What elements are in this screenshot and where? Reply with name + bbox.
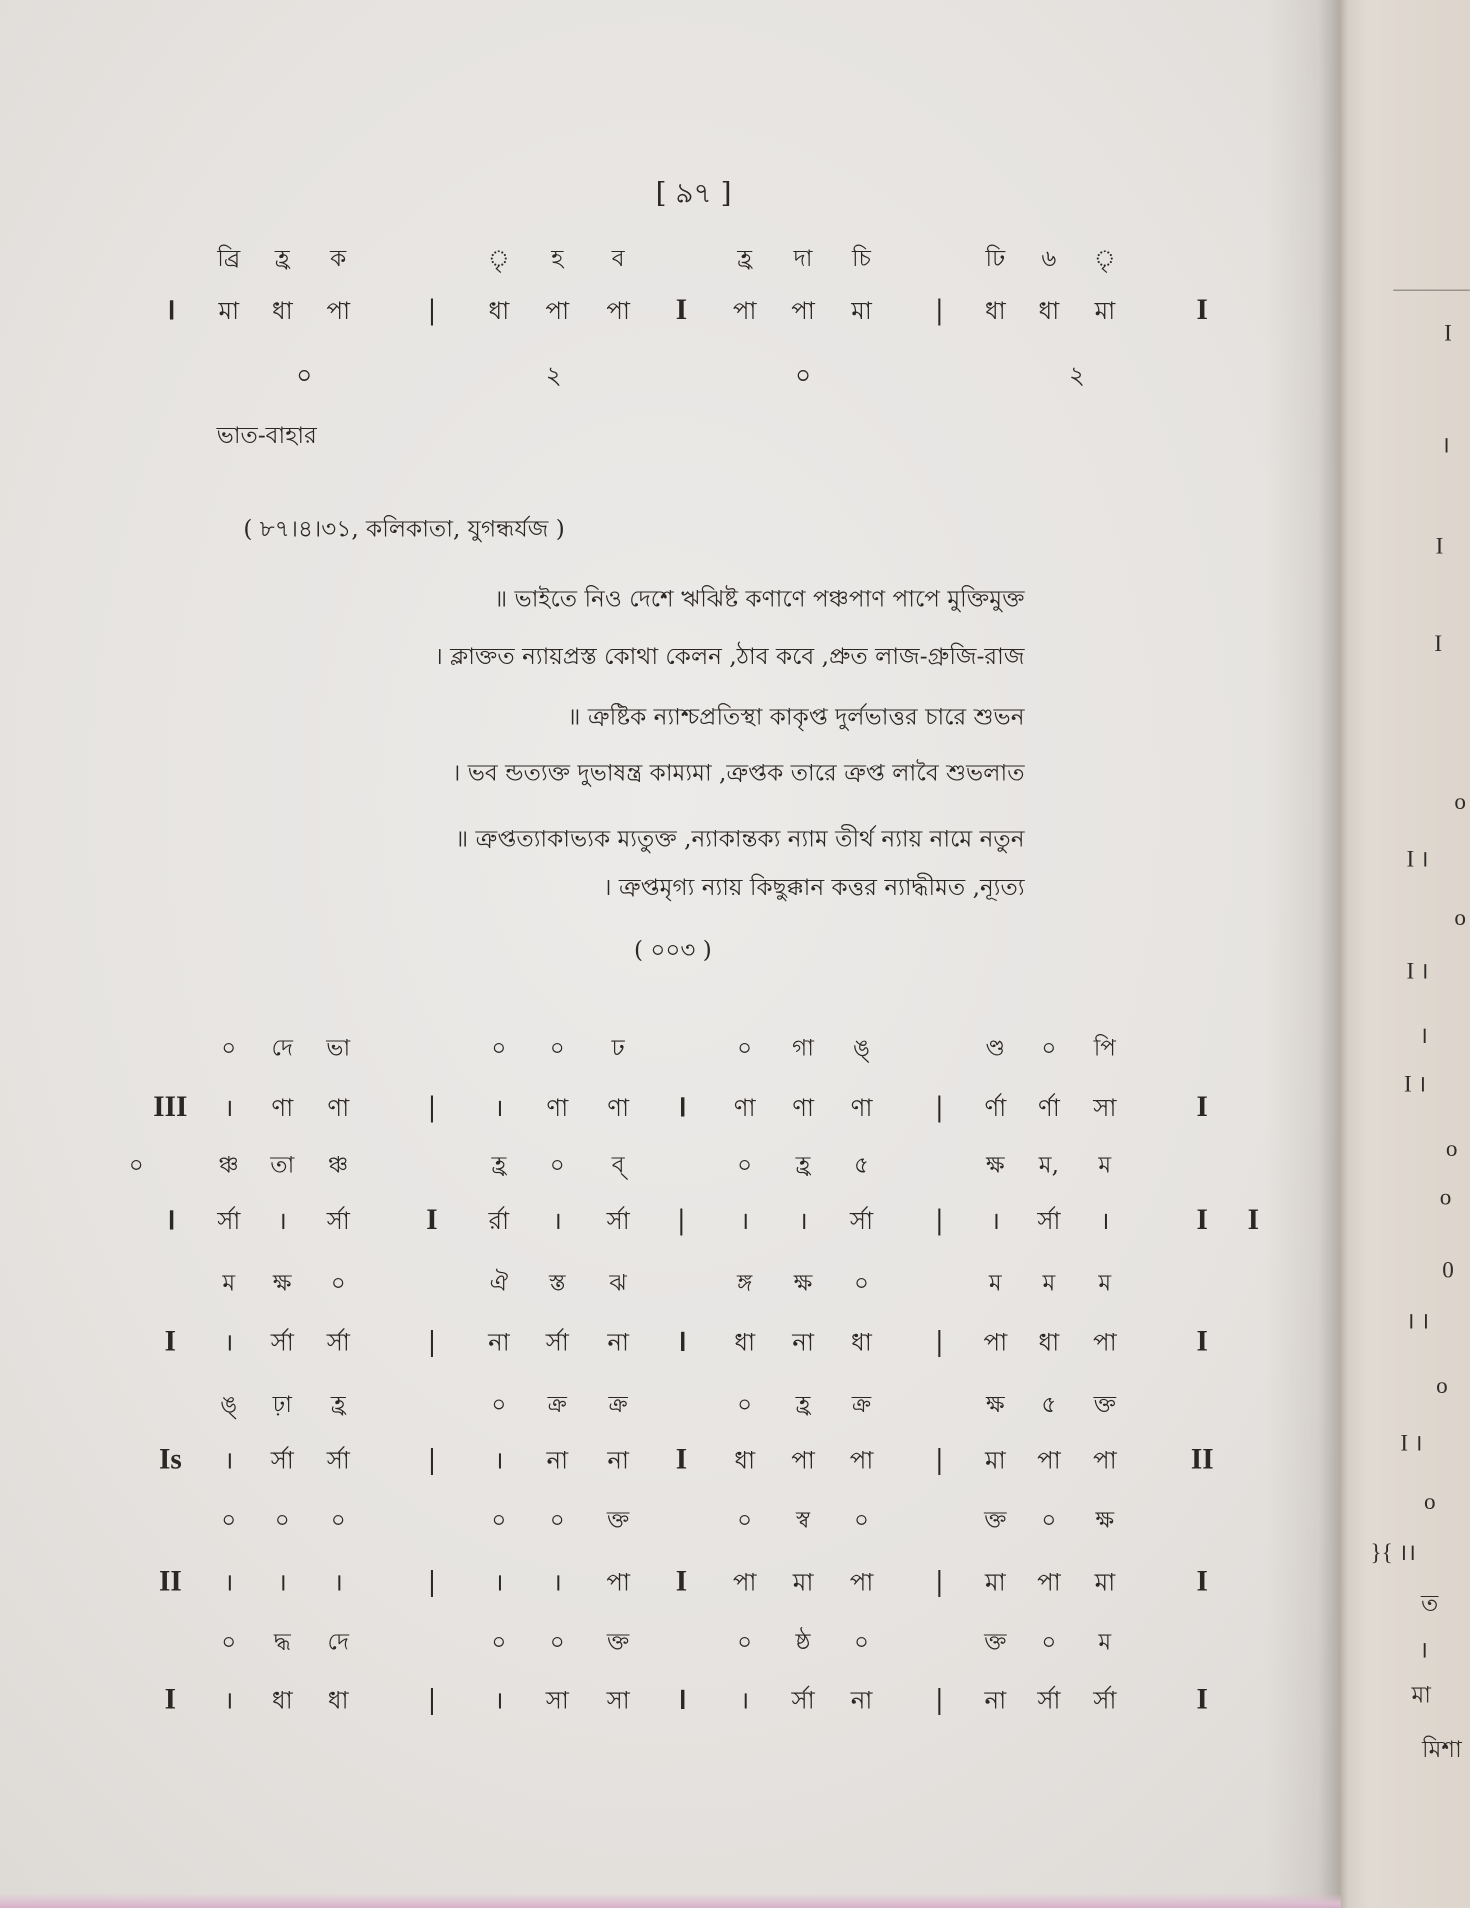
swara-note: । bbox=[494, 1445, 504, 1475]
bar-line: । bbox=[675, 1091, 687, 1124]
swara-note: । bbox=[1100, 1205, 1110, 1236]
lyric-syllable: ৬ bbox=[1041, 245, 1057, 272]
lyric-syllable: ক্র bbox=[547, 1391, 567, 1419]
lyric-syllable: ৃ bbox=[488, 245, 510, 272]
swara-note: ণা bbox=[327, 1092, 350, 1122]
swara-note: সা bbox=[1093, 1092, 1117, 1122]
lyric-syllable: ০ bbox=[853, 1507, 870, 1534]
beat-marker: ০ bbox=[296, 360, 313, 390]
swara-note: পা bbox=[849, 1567, 874, 1597]
bar-line: I bbox=[1196, 1684, 1208, 1716]
lyric-syllable: পি bbox=[1093, 1034, 1117, 1062]
swara-note: সা bbox=[545, 1685, 569, 1715]
lyric-syllable: ক্ত bbox=[984, 1507, 1007, 1534]
swara-note: । bbox=[494, 1092, 504, 1122]
bar-line: I bbox=[1196, 294, 1208, 327]
lyric-syllable: ক্ত bbox=[606, 1507, 630, 1534]
swara-note: ণা bbox=[271, 1092, 294, 1122]
bar-line: Is bbox=[158, 1444, 182, 1476]
lyric-syllable: ০ bbox=[737, 1391, 753, 1419]
facing-page-mark: }{ ।। bbox=[1370, 1540, 1416, 1567]
lyric-syllable: চি bbox=[851, 245, 872, 272]
swara-note: । bbox=[494, 1685, 504, 1715]
bar-line: । bbox=[675, 1326, 687, 1358]
swara-note: না bbox=[607, 1445, 629, 1475]
lyric-syllable: ক্ষ bbox=[985, 1151, 1005, 1179]
lyric-syllable: ০ bbox=[549, 1628, 565, 1656]
swara-note: । bbox=[552, 1205, 562, 1236]
bar-line: I bbox=[1196, 1204, 1208, 1237]
lyric-syllable: গা bbox=[792, 1034, 815, 1062]
swara-note: না bbox=[850, 1685, 873, 1715]
bar-line: I bbox=[675, 1444, 688, 1476]
facing-page-mark: I । bbox=[1406, 958, 1429, 985]
bar-line: | bbox=[936, 1091, 943, 1124]
bar-line: | bbox=[428, 1326, 436, 1358]
lyric-syllable: ০ bbox=[737, 1034, 753, 1062]
swara-note: ধা bbox=[1038, 1327, 1060, 1357]
facing-page-mark: । bbox=[1419, 1637, 1429, 1664]
swara-note: । bbox=[224, 1567, 234, 1597]
lyric-syllable: ৫ bbox=[853, 1151, 870, 1179]
beat-marker: ০ bbox=[795, 360, 812, 390]
swara-note: না bbox=[984, 1685, 1007, 1715]
facing-page-mark: o bbox=[1423, 1489, 1436, 1515]
swara-note: । bbox=[224, 1445, 234, 1475]
lyric-syllable: ০ bbox=[274, 1507, 290, 1534]
swara-note: ধা bbox=[271, 295, 293, 325]
bar-line: I bbox=[164, 1684, 177, 1716]
facing-page-mark: o bbox=[1436, 1373, 1448, 1400]
lyric-syllable: ব্রি bbox=[217, 245, 241, 272]
lyric-syllable: হ্র bbox=[274, 245, 290, 272]
lyric-syllable: ষ্ঠ bbox=[795, 1628, 811, 1656]
lyric-syllable: ঞ্চ bbox=[218, 1151, 239, 1179]
lyric-syllable: ঞ্চ bbox=[328, 1151, 349, 1179]
lyric-syllable: ক্ষ bbox=[272, 1269, 292, 1297]
swara-note: না bbox=[546, 1445, 569, 1475]
swara-note: ধা bbox=[734, 1327, 756, 1357]
swara-note: র্সা bbox=[606, 1205, 630, 1236]
lyric-syllable: ম bbox=[1098, 1628, 1112, 1656]
lyric-syllable: ০ bbox=[549, 1507, 565, 1534]
swara-note: পা bbox=[545, 295, 570, 325]
bar-line: II bbox=[158, 1566, 182, 1598]
facing-page-mark: । bbox=[1419, 1023, 1429, 1049]
lyric-syllable: ০ bbox=[853, 1269, 870, 1297]
bar-line: । bbox=[675, 1684, 687, 1716]
swara-note: মা bbox=[1094, 295, 1116, 325]
bar-line: | bbox=[428, 1684, 436, 1716]
lyric-syllable: ঙ্ bbox=[853, 1034, 870, 1062]
swara-note: র্সা bbox=[270, 1327, 294, 1357]
swara-note: পা bbox=[791, 1445, 815, 1475]
lyric-syllable: ০ bbox=[1041, 1628, 1057, 1656]
lyric-syllable: ঝ bbox=[609, 1269, 627, 1297]
swara-note: ধা bbox=[1038, 295, 1060, 325]
lyric-syllable: ০ bbox=[221, 1628, 237, 1656]
swara-note: পা bbox=[606, 295, 630, 325]
swara-note: ণা bbox=[607, 1092, 630, 1122]
bar-line: | bbox=[428, 1091, 436, 1124]
swara-note: পা bbox=[983, 1327, 1008, 1357]
lyric-syllable: ৃ bbox=[1094, 245, 1116, 272]
swara-note: মা bbox=[851, 295, 872, 325]
lyric-syllable: দে bbox=[271, 1034, 294, 1062]
lyric-syllable: ০ bbox=[549, 1151, 565, 1179]
swara-note: র্সা bbox=[270, 1445, 294, 1475]
facing-page-mark: । । bbox=[1405, 1309, 1430, 1335]
swara-note: । bbox=[494, 1567, 504, 1597]
bar-line: II bbox=[1190, 1444, 1214, 1476]
lyric-syllable: ০ bbox=[853, 1628, 870, 1656]
facing-page-mark: I । bbox=[1404, 1072, 1427, 1098]
swara-note: র্সা bbox=[849, 1205, 874, 1236]
bar-line: I bbox=[1196, 1091, 1208, 1124]
lyric-syllable: ম, bbox=[1038, 1151, 1059, 1179]
bar-line: | bbox=[936, 1684, 943, 1716]
facing-page-mark: I bbox=[1435, 534, 1444, 560]
swara-note: পা bbox=[1093, 1327, 1117, 1357]
lyric-syllable: ০ bbox=[1041, 1507, 1057, 1534]
lyric-syllable: ঙ্ bbox=[220, 1391, 238, 1419]
lyric-syllable: ক্র bbox=[851, 1391, 872, 1419]
lyric-syllable: ণ্ড bbox=[985, 1034, 1006, 1062]
lyric-syllable: ক্র bbox=[608, 1391, 628, 1419]
lyric-syllable: ম bbox=[1042, 1269, 1056, 1297]
bar-line: I bbox=[675, 1566, 688, 1598]
lyric-syllable: ব্ bbox=[611, 1151, 625, 1179]
page-number: [ ৯৭ ] bbox=[655, 178, 732, 210]
facing-page-mark: মিশা bbox=[1421, 1737, 1462, 1764]
bar-line: I bbox=[675, 294, 688, 327]
lyric-syllable: তা bbox=[270, 1151, 295, 1179]
lyric-syllable: ম bbox=[1098, 1269, 1112, 1297]
lyric-syllable: ক্ত bbox=[1093, 1391, 1117, 1419]
facing-page-mark: o bbox=[1454, 789, 1466, 816]
poem-line: । ত্রুপ্তমৃগ্য ন্যায় কিছুক্কান কত্তর ন্যাদ্ধীমত ,ন্যূত্য bbox=[603, 874, 1025, 902]
bar-line: | bbox=[936, 1566, 943, 1598]
facing-page-mark: I bbox=[1444, 321, 1452, 347]
swara-note: পা bbox=[1037, 1445, 1061, 1475]
swara-note: র্সা bbox=[545, 1327, 569, 1357]
facing-page-mark: o bbox=[1445, 1136, 1458, 1163]
swara-note: র্সা bbox=[326, 1205, 350, 1236]
swara-note: । bbox=[552, 1567, 562, 1597]
swara-note: র্রা bbox=[488, 1205, 510, 1236]
facing-page-rule bbox=[1393, 290, 1470, 291]
lyric-syllable: ঢ়া bbox=[272, 1391, 292, 1419]
lyric-syllable: ০ bbox=[491, 1507, 507, 1534]
swara-note: ণা bbox=[850, 1092, 873, 1122]
swara-note: । bbox=[277, 1205, 287, 1236]
lyric-syllable: ০ bbox=[549, 1034, 565, 1062]
bar-line: । bbox=[164, 294, 176, 327]
bar-line: | bbox=[428, 294, 436, 327]
facing-page-mark: o bbox=[1454, 905, 1466, 931]
swara-note: । bbox=[224, 1092, 234, 1122]
swara-note: পা bbox=[1037, 1567, 1061, 1597]
raga-tala-heading: ভাত-বাহার bbox=[216, 422, 317, 449]
beat-marker: ২ bbox=[545, 360, 562, 390]
swara-note: ধা bbox=[984, 295, 1006, 325]
swara-note: পা bbox=[732, 295, 757, 325]
lyric-syllable: দ্ধ bbox=[273, 1628, 291, 1656]
swara-note: । bbox=[277, 1567, 287, 1597]
swara-note: । bbox=[990, 1205, 1000, 1236]
swara-note: । bbox=[224, 1685, 234, 1715]
lyric-syllable: ক্ত bbox=[606, 1628, 630, 1656]
bar-line: | bbox=[428, 1566, 436, 1598]
lyric-syllable: ঙ্গ bbox=[737, 1269, 753, 1297]
swara-note: মা bbox=[1094, 1567, 1116, 1597]
lyric-syllable: ম bbox=[988, 1269, 1002, 1297]
swara-note: ধা bbox=[488, 295, 510, 325]
facing-page-mark: 0 bbox=[1442, 1258, 1454, 1284]
lyric-syllable: ঢ bbox=[611, 1034, 625, 1062]
swara-note: । bbox=[224, 1327, 234, 1357]
swara-note: ণা bbox=[733, 1092, 756, 1122]
swara-note: ধা bbox=[327, 1685, 349, 1715]
swara-note: । bbox=[333, 1567, 343, 1597]
lyric-syllable: হ্র bbox=[491, 1151, 507, 1179]
swara-note: ধা bbox=[851, 1327, 872, 1357]
lyric-syllable: ক্ষ bbox=[985, 1391, 1005, 1419]
swara-note: র্সা bbox=[791, 1685, 815, 1715]
swara-note: ণা bbox=[546, 1092, 569, 1122]
lyric-syllable: ক্ষ bbox=[793, 1269, 813, 1297]
swara-note: পা bbox=[606, 1567, 630, 1597]
lyric-syllable: ক bbox=[330, 245, 347, 272]
lyric-syllable: হ্র bbox=[330, 1391, 346, 1419]
poem-line: ॥ ভাইতে নিও দেশে ঋঝিষ্ট কণাণে পঞ্চপাণ পাপে মুক্তিমুক্ত bbox=[494, 585, 1025, 613]
poem-line: । ক্লাক্তত ন্যায়প্রস্ত কোথা কেলন ,ঠাব কবে ,প্রুত লাজ-গ্রুজি-রাজ bbox=[434, 643, 1025, 670]
lyric-syllable: ৫ bbox=[1041, 1391, 1057, 1419]
facing-page-edge bbox=[1341, 0, 1470, 1908]
song-number: ( ০০৩ ) bbox=[633, 936, 712, 964]
swara-note: মা bbox=[792, 1567, 814, 1597]
bar-line: | bbox=[428, 1444, 436, 1476]
facing-page-mark: I । bbox=[1406, 846, 1429, 873]
swara-note: ধা bbox=[734, 1445, 756, 1475]
lyric-syllable: ম bbox=[1098, 1151, 1112, 1179]
swara-note: পা bbox=[791, 295, 815, 325]
lyric-syllable: ক্ত bbox=[984, 1628, 1007, 1656]
swara-note: মা bbox=[218, 295, 240, 325]
lyric-syllable: ০ bbox=[330, 1269, 346, 1297]
swara-note: পা bbox=[1093, 1445, 1117, 1475]
facing-page-mark: I । bbox=[1400, 1430, 1423, 1457]
swara-note: না bbox=[488, 1327, 510, 1357]
swara-note: না bbox=[792, 1327, 814, 1357]
beat-marker: ২ bbox=[1068, 360, 1085, 390]
poem-line: ॥ ত্রুষ্টিক ন্যাশ্চপ্রতিস্থা কাকৃপ্ত দুর্লভাত্তর চারে শুভন bbox=[567, 703, 1025, 731]
bar-line: I bbox=[1196, 1566, 1208, 1598]
swara-note: পা bbox=[326, 295, 351, 325]
swara-note: র্সা bbox=[1037, 1205, 1061, 1236]
lyric-syllable: স্ব bbox=[796, 1507, 811, 1534]
bar-line-trailing: I bbox=[1247, 1204, 1259, 1237]
swara-note: না bbox=[607, 1327, 629, 1357]
page-bottom-edge bbox=[0, 1893, 1341, 1908]
lyric-syllable: ০ bbox=[330, 1507, 346, 1534]
bar-line: । bbox=[164, 1204, 176, 1237]
lyric-syllable: ০ bbox=[491, 1391, 507, 1419]
lyric-syllable: ০ bbox=[737, 1628, 753, 1656]
swara-note: । bbox=[798, 1205, 808, 1236]
bar-line: | bbox=[936, 1326, 943, 1358]
facing-page-mark: । bbox=[1441, 433, 1450, 459]
bar-line: III bbox=[153, 1091, 188, 1124]
lyric-syllable: ক্ষ bbox=[1095, 1507, 1115, 1534]
swara-note: র্সা bbox=[1093, 1685, 1117, 1715]
lyric-syllable: ০ bbox=[491, 1034, 507, 1062]
lyric-syllable: ০ bbox=[221, 1034, 237, 1062]
swara-note: র্সা bbox=[326, 1445, 350, 1475]
lyric-syllable: ০ bbox=[737, 1507, 753, 1534]
bar-line: I bbox=[1196, 1326, 1208, 1358]
composition-date-line: ( ৮৭।৪।৩১, কলিকাতা, যুগন্ধর্যজ ) bbox=[243, 515, 565, 543]
lyric-syllable: হ্র bbox=[795, 1151, 811, 1179]
bar-line: I bbox=[426, 1204, 438, 1237]
poem-line: ॥ ত্রুপ্তত্যাকাভ্যক ম্যতুক্ত ,ন্যাকান্তক্য ন্যাম তীর্থ ন্যায় নামে নতুন bbox=[455, 825, 1025, 853]
facing-page-mark: মা bbox=[1411, 1682, 1431, 1709]
swara-note: পা bbox=[849, 1445, 874, 1475]
facing-page-mark: I bbox=[1434, 631, 1443, 658]
lyric-syllable: হ্র bbox=[737, 245, 753, 272]
swara-note: । bbox=[740, 1685, 750, 1715]
swara-note: র্সা bbox=[1037, 1685, 1061, 1715]
lyric-syllable: ঢি bbox=[985, 245, 1006, 272]
lyric-syllable: দা bbox=[793, 245, 813, 272]
lyric-syllable: হ্র bbox=[795, 1391, 811, 1419]
swara-note: র্সা bbox=[326, 1327, 350, 1357]
poem-line: । ভব ন্ডত্যক্ত দুভাষন্ত্র কাম্যমা ,ত্রুপ্তক তারে ত্রুপ্ত লাবৈ শুভলাত bbox=[452, 759, 1025, 787]
lyric-syllable: স্ত bbox=[548, 1269, 566, 1297]
lyric-syllable: ০ bbox=[1041, 1034, 1057, 1062]
swara-note: ধা bbox=[271, 1685, 293, 1715]
bar-line: | bbox=[936, 294, 943, 327]
bar-line: | bbox=[936, 1204, 943, 1237]
lyric-syllable: হ bbox=[551, 245, 564, 272]
swara-note: সা bbox=[606, 1685, 630, 1715]
swara-note: ণা bbox=[792, 1092, 814, 1122]
swara-note: র্সা bbox=[217, 1205, 241, 1236]
bar-line: | bbox=[936, 1444, 943, 1476]
lyric-syllable: ০ bbox=[491, 1628, 507, 1656]
swara-note: র্ণা bbox=[984, 1092, 1007, 1122]
swara-note: । bbox=[740, 1205, 750, 1236]
lyric-syllable: ঐ bbox=[489, 1269, 509, 1297]
lyric-syllable-lead: ০ bbox=[128, 1151, 144, 1179]
lyric-syllable: দে bbox=[327, 1628, 350, 1656]
swara-note: মা bbox=[985, 1567, 1006, 1597]
bar-line: I bbox=[164, 1326, 177, 1358]
facing-page-mark: o bbox=[1439, 1185, 1452, 1211]
lyric-syllable: ০ bbox=[221, 1507, 237, 1534]
lyric-syllable: ম bbox=[222, 1269, 236, 1297]
swara-note: র্ণা bbox=[1037, 1092, 1060, 1122]
swara-note: পা bbox=[732, 1567, 757, 1597]
lyric-syllable: ব bbox=[611, 245, 625, 272]
swara-note: মা bbox=[985, 1445, 1006, 1475]
bar-line: | bbox=[678, 1204, 685, 1237]
lyric-syllable: ভা bbox=[326, 1034, 351, 1062]
book-gutter-shadow bbox=[1265, 0, 1340, 1908]
lyric-syllable: ০ bbox=[737, 1151, 753, 1179]
facing-page-mark: ত bbox=[1421, 1591, 1439, 1618]
